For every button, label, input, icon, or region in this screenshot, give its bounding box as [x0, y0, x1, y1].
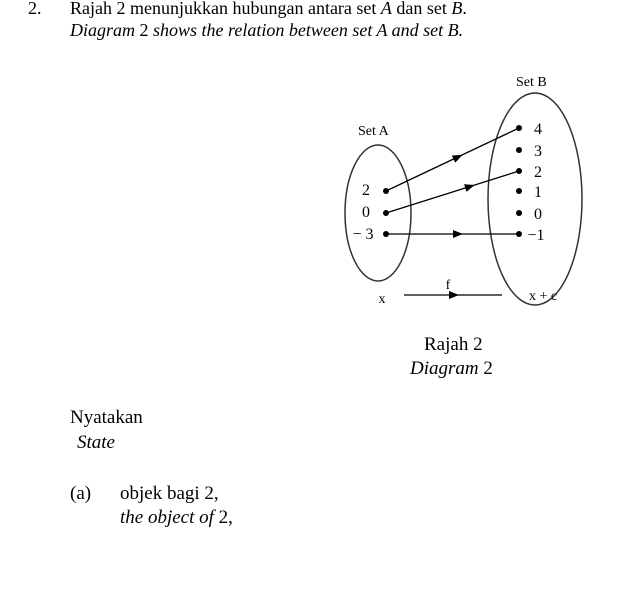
set-a-label: Set A — [358, 124, 389, 139]
diagram-caption-english — [410, 358, 493, 380]
question-ms-end: . — [462, 0, 467, 18]
question-ms-prefix: Rajah 2 menunjukkan hubungan antara set — [70, 0, 381, 18]
question-number: 2. — [28, 0, 42, 18]
caption-en-word: Diagram — [410, 358, 479, 379]
arrow-diagram — [330, 62, 600, 322]
set-b-label: Set B — [516, 75, 547, 90]
set-b-element-0: 0 — [534, 206, 542, 223]
set-b-element-4: 4 — [534, 121, 542, 138]
function-name: f — [445, 278, 451, 293]
set-b-element-minus-1: −1 — [527, 227, 545, 244]
set-b-element-1: 1 — [534, 184, 542, 201]
part-a-en-italic: the object of — [120, 507, 214, 528]
instruction-english: State — [77, 432, 115, 453]
set-a-element-2: 2 — [362, 182, 370, 199]
question-text-english — [70, 20, 463, 41]
set-b-dot-0 — [516, 210, 522, 216]
set-b-dot-3 — [516, 147, 522, 153]
set-b-element-3: 3 — [534, 143, 542, 160]
set-b-symbol: B — [451, 0, 463, 18]
set-a-element-minus-3: − 3 — [352, 226, 374, 243]
mapping-2-to-4 — [386, 128, 519, 191]
diagram-caption-malay: Rajah 2 — [424, 334, 483, 355]
question-en-rest: shows the relation between set A and set B. — [148, 20, 464, 40]
question-text-malay — [70, 0, 467, 19]
question-ms-mid: dan set — [391, 0, 452, 18]
part-a-label: (a) — [70, 483, 92, 504]
part-a-malay: objek bagi 2, — [120, 483, 219, 504]
question-en-number: 2 — [139, 20, 149, 40]
set-a-ellipse — [345, 145, 411, 281]
question-en-prefix: Diagram — [70, 20, 140, 40]
domain-variable: x — [378, 292, 386, 307]
instruction-malay: Nyatakan — [70, 407, 143, 428]
part-a-english — [120, 507, 233, 529]
set-b-element-2: 2 — [534, 164, 542, 181]
set-a-element-0: 0 — [362, 204, 370, 221]
caption-en-number: 2 — [483, 358, 493, 379]
part-a-en-number: 2, — [213, 507, 233, 528]
set-a-symbol: A — [380, 0, 392, 18]
codomain-expression: x + c — [528, 289, 558, 304]
set-b-dot-1 — [516, 188, 522, 194]
